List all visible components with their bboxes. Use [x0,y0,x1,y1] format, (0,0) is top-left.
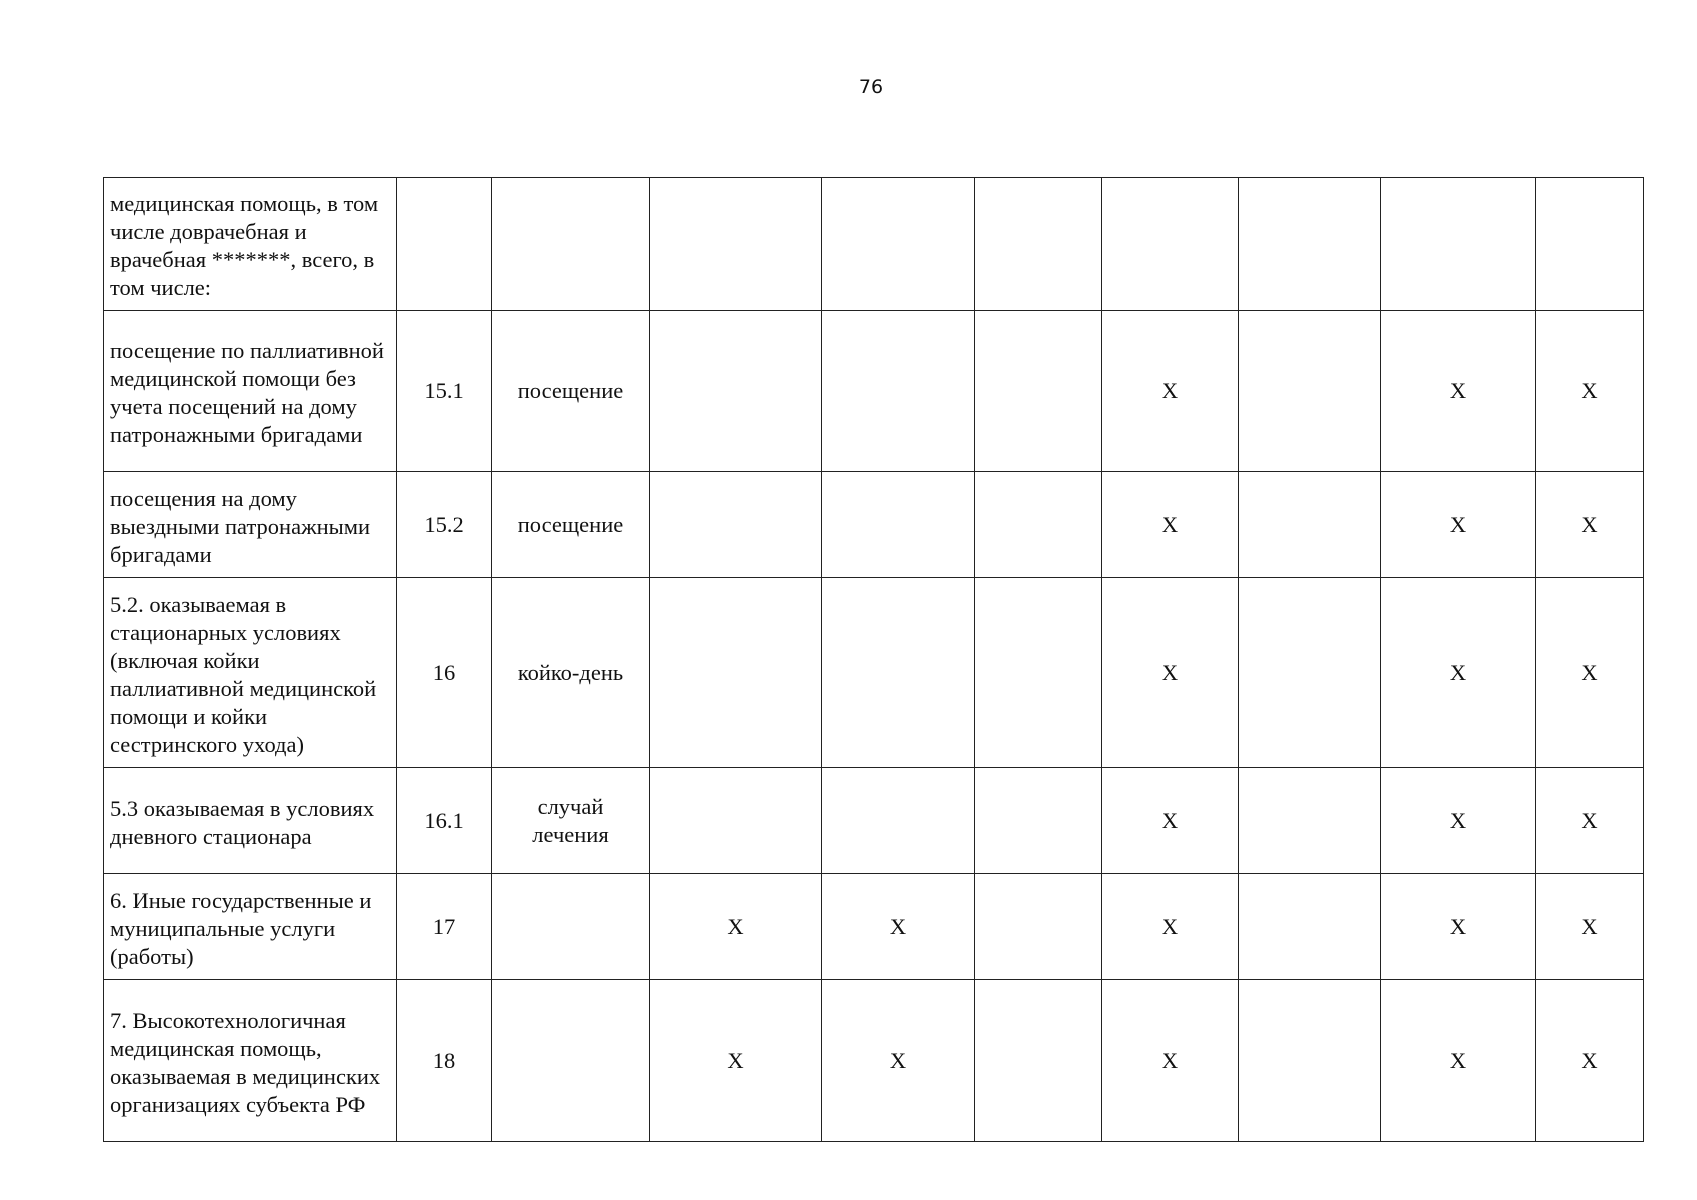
row-code-cell: 18 [397,980,492,1142]
table-row [104,178,1644,311]
row-code-cell: 15.2 [397,472,492,578]
value-cell [822,472,975,578]
table-row [104,311,1644,472]
row-unit-cell: случай лечения [492,768,650,874]
row-name-cell: 6. Иные государственные и муниципальные услуги (работы) [104,874,397,980]
value-cell [822,768,975,874]
row-name-cell: 7. Высокотехнологичная медицинская помощь, оказываемая в медицинских организациях субъекта РФ [104,980,397,1142]
x-mark-cell: Х [1536,874,1644,980]
row-name-cell: посещения на дому выездными патронажными бригадами [104,472,397,578]
row-unit-cell: койко-день [492,578,650,768]
x-mark-cell: Х [1536,980,1644,1142]
x-mark-cell: Х [1381,980,1536,1142]
value-cell [822,178,975,311]
x-mark-cell: Х [1536,768,1644,874]
x-mark-cell: Х [1536,578,1644,768]
value-cell [975,768,1102,874]
x-mark-cell: Х [1536,311,1644,472]
row-unit-cell: посещение [492,311,650,472]
x-mark-cell: Х [1102,768,1239,874]
x-mark-cell: Х [1102,874,1239,980]
x-mark-cell: Х [822,980,975,1142]
value-cell [1239,874,1381,980]
page-number: 76 [858,76,884,98]
x-mark-cell: Х [650,874,822,980]
value-cell [822,311,975,472]
value-cell [1102,178,1239,311]
document-table [103,177,1644,1142]
value-cell [1536,178,1644,311]
table-row [104,980,1644,1142]
value-cell [975,874,1102,980]
x-mark-cell: Х [1381,311,1536,472]
value-cell [650,311,822,472]
row-code-cell [397,178,492,311]
value-cell [650,178,822,311]
value-cell [650,472,822,578]
x-mark-cell: Х [1102,578,1239,768]
value-cell [1239,980,1381,1142]
value-cell [975,311,1102,472]
value-cell [1239,178,1381,311]
value-cell [650,578,822,768]
x-mark-cell: Х [650,980,822,1142]
x-mark-cell: Х [1102,311,1239,472]
value-cell [650,768,822,874]
row-unit-cell [492,874,650,980]
row-code-cell: 17 [397,874,492,980]
value-cell [975,578,1102,768]
value-cell [1239,311,1381,472]
value-cell [822,578,975,768]
row-name-cell: 5.2. оказываемая в стационарных условиях (включая койки паллиативной медицинской помощи и койки сестринского ухода) [104,578,397,768]
value-cell [1381,178,1536,311]
x-mark-cell: Х [1102,472,1239,578]
x-mark-cell: Х [1381,578,1536,768]
x-mark-cell: Х [1102,980,1239,1142]
table-row [104,472,1644,578]
value-cell [975,980,1102,1142]
value-cell [975,472,1102,578]
row-name-cell: медицинская помощь, в том числе доврачебная и врачебная *******, всего, в том числе: [104,178,397,311]
x-mark-cell: Х [1381,472,1536,578]
table-row [104,874,1644,980]
row-name-cell: посещение по паллиативной медицинской помощи без учета посещений на дому патронажными бригадами [104,311,397,472]
value-cell [1239,578,1381,768]
x-mark-cell: Х [1381,874,1536,980]
row-unit-cell: посещение [492,472,650,578]
table-row [104,578,1644,768]
value-cell [1239,472,1381,578]
x-mark-cell: Х [822,874,975,980]
table-body [104,178,1644,1142]
row-unit-cell [492,178,650,311]
row-unit-cell [492,980,650,1142]
x-mark-cell: Х [1536,472,1644,578]
value-cell [975,178,1102,311]
value-cell [1239,768,1381,874]
row-code-cell: 15.1 [397,311,492,472]
row-code-cell: 16 [397,578,492,768]
x-mark-cell: Х [1381,768,1536,874]
row-name-cell: 5.3 оказываемая в условиях дневного стационара [104,768,397,874]
row-code-cell: 16.1 [397,768,492,874]
table-row [104,768,1644,874]
